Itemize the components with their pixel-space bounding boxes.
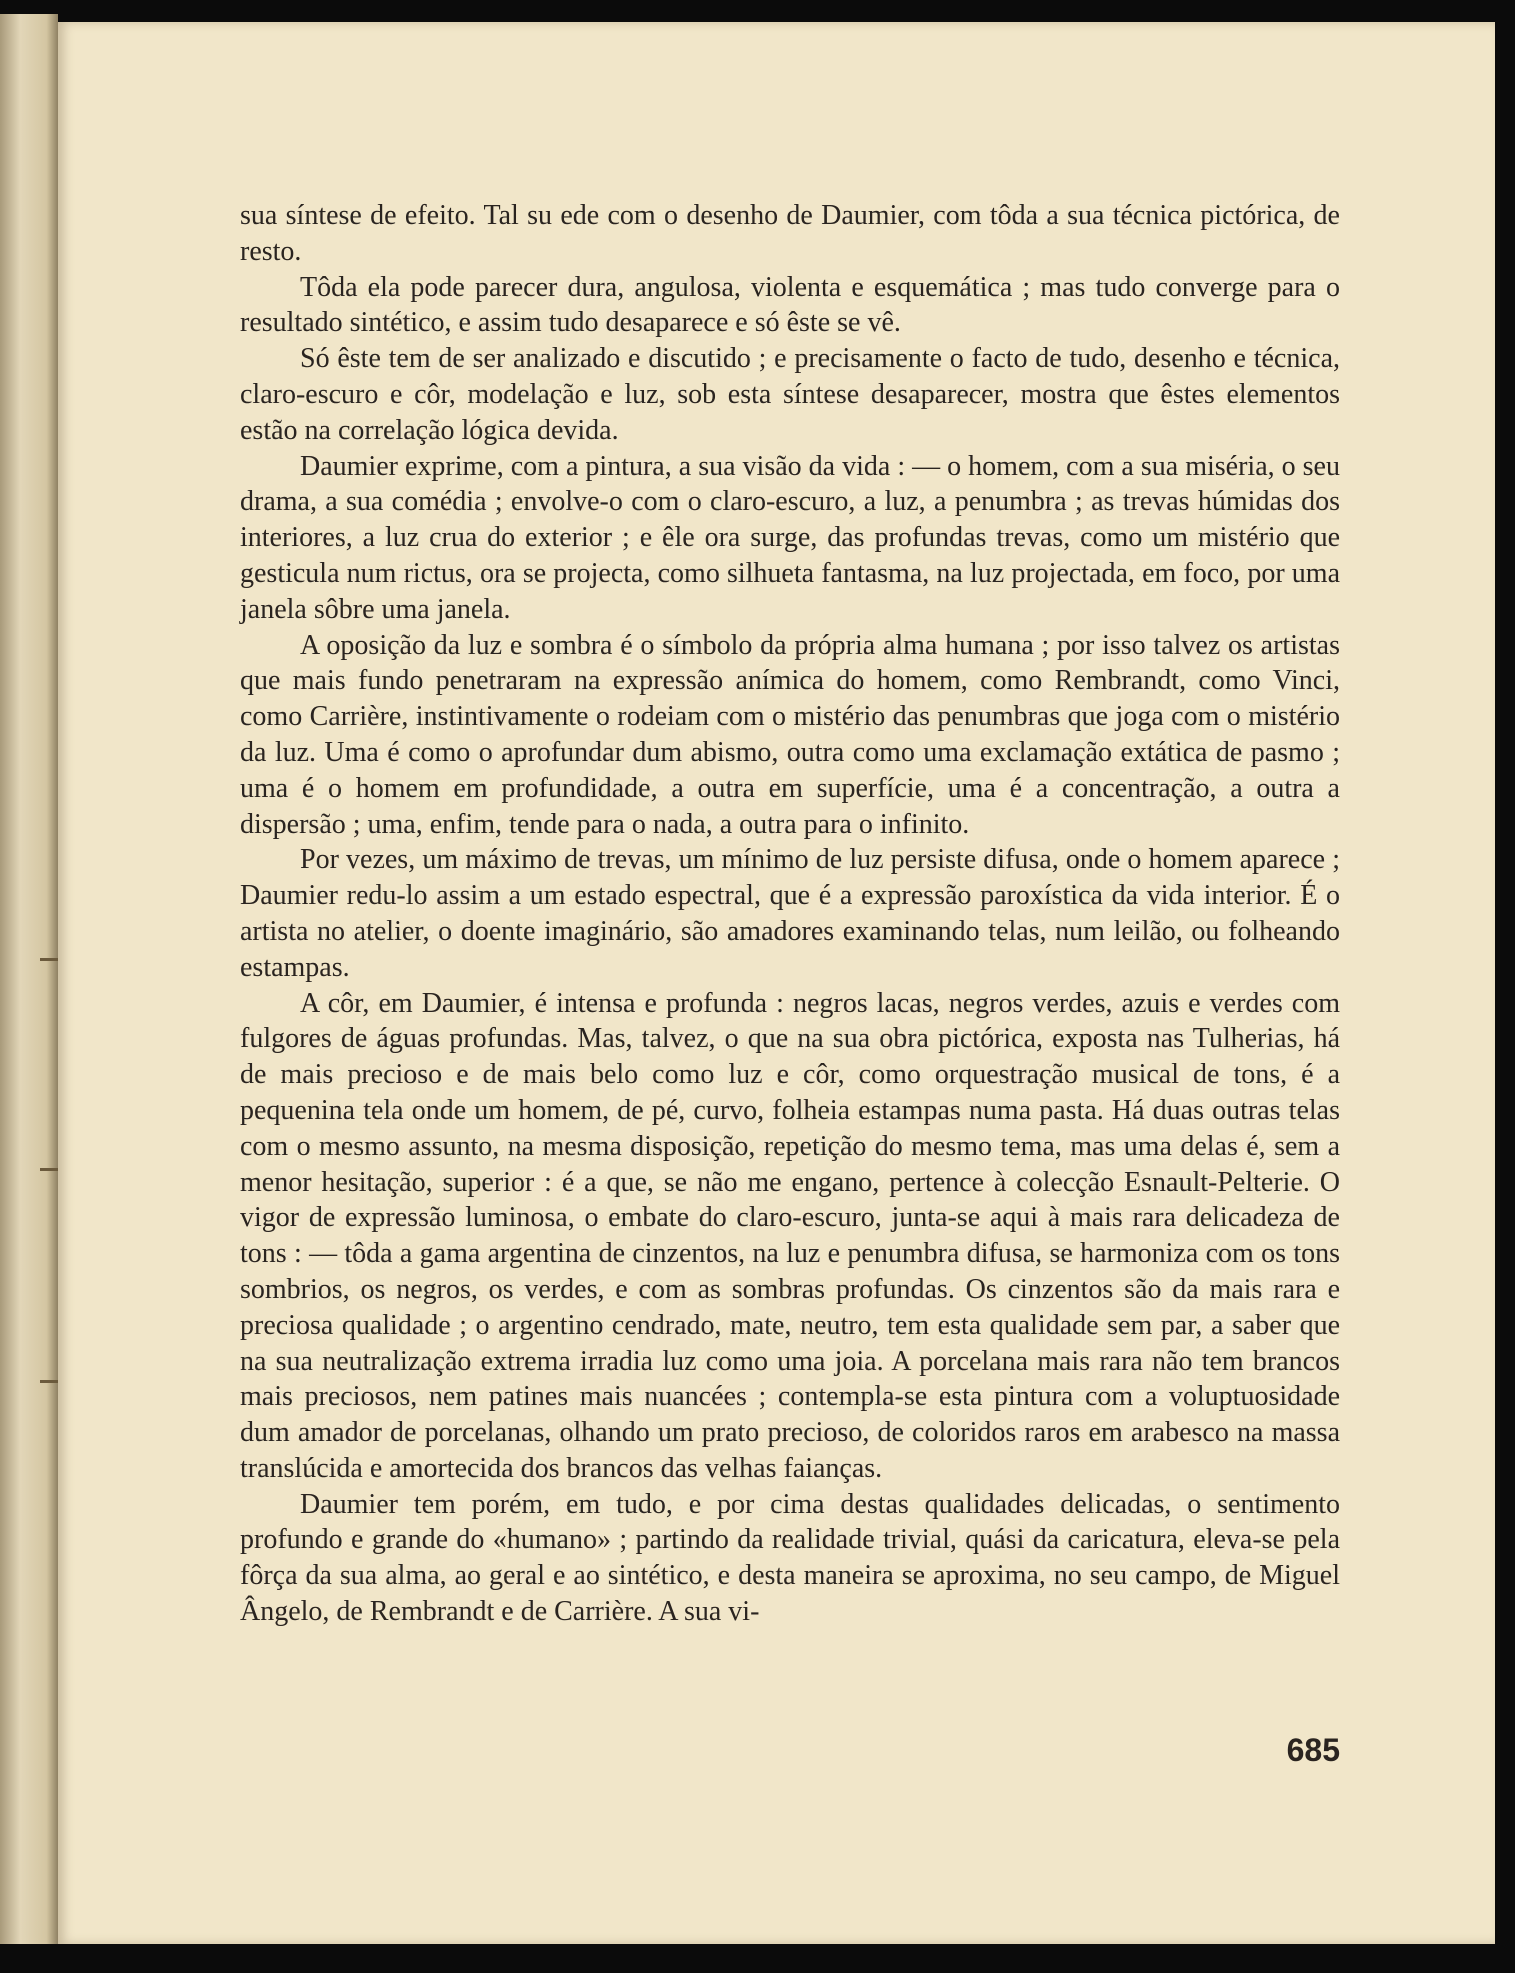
paragraph-5: A oposição da luz e sombra é o símbolo da própria alma humana ; por isso talvez os artistas que mais fundo penetraram na expressão anímica do homem, como Rembrandt, como Vinci, como Carrière, instintivamente o rodeiam com o mistério das penumbras que joga com o mistério da luz. Uma é como o aprofundar dum abismo, outra como uma exclamação extática de pasmo ; uma é o homem em profundidade, a outra em superfície, uma é a concentração, a outra a dispersão ; uma, enfim, tende para o nada, a outra para o infinito.	[240, 629, 1340, 840]
paragraph-4: Daumier exprime, com a pintura, a sua visão da vida : — o homem, com a sua miséria, o seu drama, a sua comédia ; envolve-o com o claro-escuro, a luz, a penumbra ; as trevas húmidas dos interiores, a luz crua do exterior ; e êle ora surge, das profundas trevas, como um mistério que gesticula num rictus, ora se projecta, como silhueta fantasma, na luz projectada, em foco, por uma janela sôbre uma janela.	[240, 450, 1340, 625]
paragraph-7: A côr, em Daumier, é intensa e profunda : negros lacas, negros verdes, azuis e verdes com fulgores de águas profundas. Mas, talvez, o que na sua obra pictórica, exposta nas Tulherias, há de mais precioso e de mais belo como luz e côr, como orquestração musical de tons, é a pequenina tela onde um homem, de pé, curvo, folheia estampas numa pasta. Há duas outras telas com o mesmo assunto, na mesma disposição, repetição do mesmo tema, mas uma delas é, sem a menor hesitação, superior : é a que, se não me engano, pertence à colecção Esnault-Pelterie. O vigor de expressão luminosa, o embate do claro-escuro, junta-se aqui à mais rara delicadeza de tons : — tôda a gama argentina de cinzentos, na luz e penumbra difusa, se harmoniza com os tons sombrios, os negros, os verdes, e com as sombras profundas. Os cinzentos são da mais rara e preciosa qualidade ; o argentino cendrado, mate, neutro, tem esta qualidade sem par, a saber que na sua neutralização extrema irradia luz como uma joia. A porcelana mais rara não tem brancos mais preciosos, nem patines mais nuancées ; contempla-se esta pintura com a voluptuosidade dum amador de porcelanas, olhando um prato precioso, de coloridos raros em arabesco na massa translúcida e amortecida dos brancos das velhas faianças.	[240, 987, 1340, 1484]
body-text	[240, 198, 1340, 1630]
paragraph-8: Daumier tem porém, em tudo, e por cima destas qualidades delicadas, o sentimento profundo e grande do «humano» ; partindo da realidade trivial, quási da caricatura, eleva-se pela fôrça da sua alma, ao geral e ao sintético, e desta maneira se aproxima, no seu campo, de Miguel Ângelo, de Rembrandt e de Carrière. A sua vi-	[240, 1488, 1340, 1628]
left-page-edge	[0, 14, 58, 1944]
page-number: 685	[1286, 1732, 1340, 1768]
paragraph-6: Por vezes, um máximo de trevas, um mínimo de luz persiste difusa, onde o homem aparece ; Daumier redu-lo assim a um estado espectral, que é a expressão paroxística da vida interior. É o artista no atelier, o doente imaginário, são amadores examinando telas, num leilão, ou folheando estampas.	[240, 844, 1340, 983]
paragraph-2: Tôda ela pode parecer dura, angulosa, violenta e esquemática ; mas tudo converge para o resultado sintético, e assim tudo desaparece e só êste se vê.	[240, 271, 1340, 339]
paragraph-3: Só êste tem de ser analizado e discutido ; e precisamente o facto de tudo, desenho e técnica, claro-escuro e côr, modelação e luz, sob esta síntese desaparecer, mostra que êstes elementos estão na correlação lógica devida.	[240, 343, 1340, 446]
paragraph-1: sua síntese de efeito. Tal su ede com o desenho de Daumier, com tôda a sua técnica pictórica, de resto.	[240, 200, 1340, 267]
book-page	[58, 22, 1495, 1944]
